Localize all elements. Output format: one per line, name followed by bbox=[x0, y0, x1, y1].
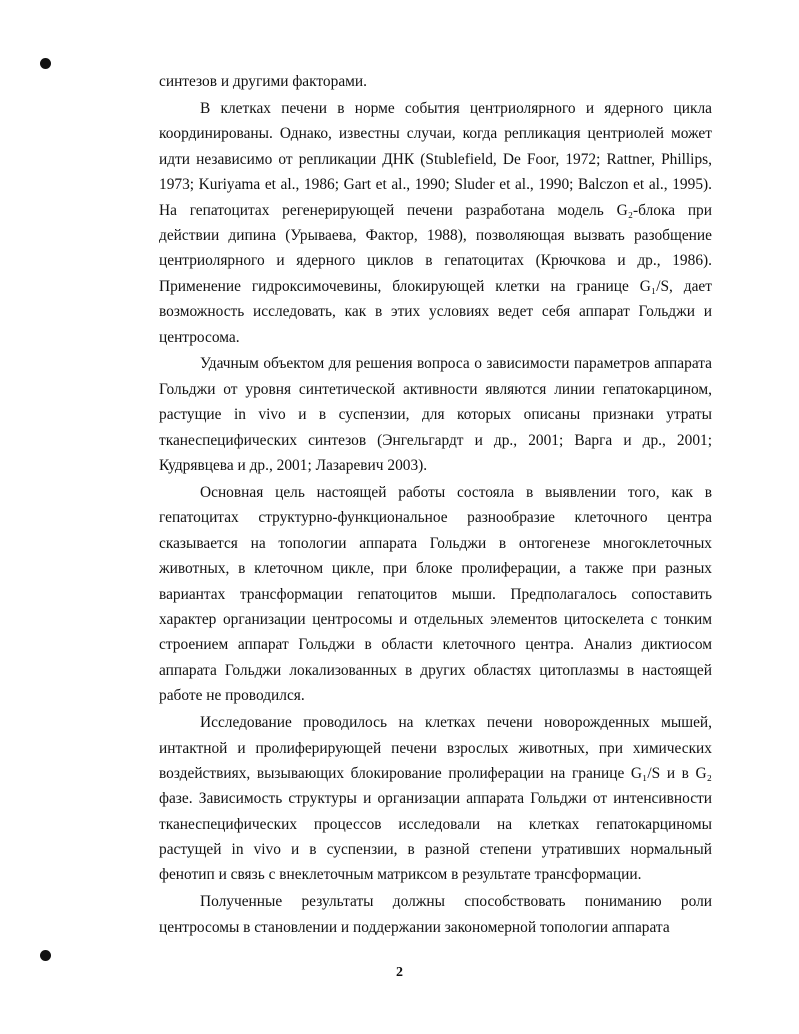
text-line: растущие in vivo и в суспензии, для которых описаны признаки утраты bbox=[159, 406, 712, 424]
text-line: фазе. Зависимость структуры и организации аппарата Гольджи от интенсивности bbox=[159, 790, 712, 808]
text-line: тканеспецифических синтезов (Энгельгардт и др., 2001; Варга и др., 2001; bbox=[159, 431, 712, 449]
text-line: действии дипина (Урываева, Фактор, 1988), позволяющая вызвать разобщение bbox=[159, 226, 712, 244]
text-line: На гепатоцитах регенерирующей печени разработана модель G₂-блока при bbox=[159, 201, 712, 219]
text-line: Удачным объектом для решения вопроса о зависимости параметров аппарата bbox=[200, 355, 712, 373]
text-line: В клетках печени в норме события центриолярного и ядерного цикла bbox=[200, 99, 712, 117]
paragraph bbox=[159, 96, 712, 350]
text-line: Применение гидроксимочевины, блокирующей клетки на границе G₁/S, дает bbox=[159, 277, 712, 295]
text-line: фенотип и связь с внеклеточным матриксом в результате трансформации. bbox=[159, 866, 642, 884]
text-line: Полученные результаты должны способствовать пониманию роли bbox=[200, 893, 712, 911]
text-line: координированы. Однако, известны случаи, когда репликация центриолей может bbox=[159, 125, 712, 143]
text-line: гепатоцитах структурно-функциональное разнообразие клеточного центра bbox=[159, 509, 712, 527]
text-line: воздействиях, вызывающих блокирование пролиферации на границе G₁/S и в G₂ bbox=[159, 764, 712, 782]
paragraph bbox=[159, 480, 712, 709]
text-line: сказывается на топологии аппарата Гольджи в онтогенезе многоклеточных bbox=[159, 534, 712, 552]
text-line: идти независимо от репликации ДНК (Stublefield, De Foor, 1972; Rattner, Phillips, bbox=[159, 150, 712, 168]
paragraph bbox=[159, 889, 712, 940]
page-number: 2 bbox=[396, 965, 403, 980]
punch-hole-bottom bbox=[40, 950, 51, 961]
text-line: Кудрявцева и др., 2001; Лазаревич 2003). bbox=[159, 457, 428, 475]
text-line: Гольджи от уровня синтетической активности являются линии гепатокарцином, bbox=[159, 380, 712, 398]
text-line: центросома. bbox=[159, 328, 240, 346]
text-line: центросомы в становлении и поддержании закономерной топологии аппарата bbox=[159, 918, 670, 936]
text-line: Исследование проводилось на клетках печени новорожденных мышей, bbox=[200, 714, 712, 732]
text-line: характер организации центросомы и отдельных элементов цитоскелета с тонким bbox=[159, 610, 712, 628]
text-line: возможность исследовать, как в этих условиях ведет себя аппарат Гольджи и bbox=[159, 303, 712, 321]
text-line: синтезов и другими факторами. bbox=[159, 73, 367, 90]
text-line: строением аппарат Гольджи в области клеточного центра. Анализ диктиосом bbox=[159, 636, 712, 654]
text-line: интактной и пролиферирующей печени взрослых животных, при химических bbox=[159, 739, 712, 757]
text-line: животных, в клеточном цикле, при блоке пролиферации, а также при разных bbox=[159, 560, 712, 578]
paragraph bbox=[159, 351, 712, 478]
text-line: Основная цель настоящей работы состояла в выявлении того, как в bbox=[200, 484, 712, 502]
text-line: тканеспецифических процессов исследовали на клетках гепатокарциномы bbox=[159, 815, 712, 833]
text-line: вариантах трансформации гепатоцитов мыши. Предполагалось сопоставить bbox=[159, 585, 712, 603]
text-line: 1973; Kuriyama et al., 1986; Gart et al., 1990; Sluder et al., 1990; Balczon et al., 1995). bbox=[159, 176, 712, 194]
text-line: работе не проводился. bbox=[159, 687, 305, 705]
text-line: аппарата Гольджи локализованных в других областях цитоплазмы в настоящей bbox=[159, 661, 712, 679]
text-line: центриолярного и ядерного циклов в гепатоцитах (Крючкова и др., 1986). bbox=[159, 252, 712, 270]
body-text bbox=[159, 69, 712, 940]
paragraph bbox=[159, 710, 712, 888]
paragraph bbox=[159, 69, 712, 94]
text-line: растущей in vivo и в суспензии, в разной степени утративших нормальный bbox=[159, 841, 712, 859]
punch-hole-top bbox=[40, 58, 51, 69]
